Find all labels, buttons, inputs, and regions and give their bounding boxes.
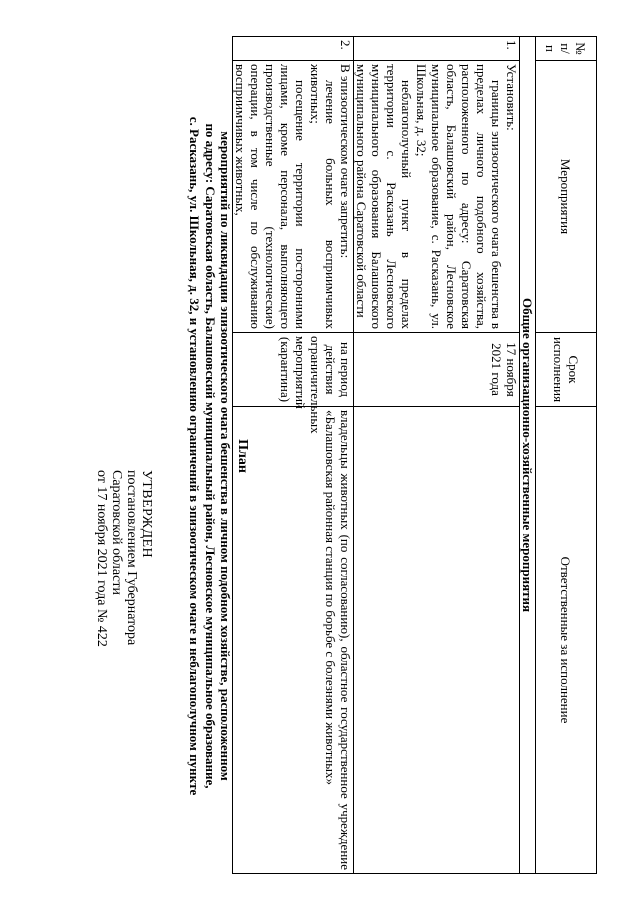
approval-title: УТВЕРЖДЕН [139, 470, 154, 559]
measures-table [232, 36, 597, 874]
row-responsible [354, 407, 520, 874]
row-num: 1. [354, 37, 520, 61]
measure-paragraph: границы эпизоотического очага бешенства в пределах личного подобного хозяйства, расположенного по адресу: Саратовская область, Балашовский район, Лесновское муниципальное образование, с. Расказань, ул. Школьная, д. 32; [414, 64, 504, 329]
approval-line-2: Саратовской области [109, 470, 124, 595]
approval-stamp [94, 470, 154, 830]
approval-line-3: от 17 ноября 2021 года № 422 [94, 470, 109, 647]
section-row [520, 37, 536, 874]
header-measures: Мероприятия [536, 61, 597, 333]
heading-line-1: мероприятий по ликвидации эпизоотического очага бешенства в личном подобном хозяйстве, расположенном [218, 131, 234, 781]
row-measures [233, 61, 354, 333]
measure-intro: Установить: [504, 64, 519, 131]
table-row [354, 37, 520, 874]
row-num: 2. [233, 37, 354, 61]
row-deadline: на период действия ограничительных мероприятий (карантина) [233, 333, 354, 407]
header-num: № п/п [536, 37, 597, 61]
measure-intro: В эпизоотическом очаге запретить: [338, 64, 353, 259]
header-deadline: Срок исполнения [536, 333, 597, 407]
table-header-row [536, 37, 597, 874]
section-title: Общие организационно-хозяйственные мероприятия [520, 37, 536, 874]
header-responsible: Ответственные за исполнение [536, 407, 597, 874]
table-row [233, 37, 354, 874]
row-deadline: 17 ноября 2021 года [354, 333, 520, 407]
row-responsible: владельцы животных (по согласованию), областное государственное учреждение «Балашовская районная станция по борьбе с болезнями животных» [233, 407, 354, 874]
approval-line-1: постановлением Губернатора [124, 470, 139, 646]
measure-paragraph: лечение больных восприимчивых животных; [308, 64, 338, 329]
measure-paragraph: посещение территории посторонними лицами, кроме персонала, выполняющего производственные (технологические) операции, в том числе по обслуживанию восприимчивых животных, [233, 64, 308, 329]
heading-line-3: с. Расказань, ул. Школьная, д. 32, и установлению ограничений в эпизоотическом очаге и неблагополучном пункте [187, 116, 203, 796]
heading-plan: План [235, 439, 250, 473]
heading-line-2: по адресу: Саратовская область, Балашовский муниципальный район, Лесновское муниципальное образование, [203, 123, 218, 789]
measure-paragraph: неблагополучный пункт в пределах территории с. Расказань Лесновского муниципального образования Балашовского муниципального района Саратовской области [354, 64, 414, 329]
row-measures [354, 61, 520, 333]
